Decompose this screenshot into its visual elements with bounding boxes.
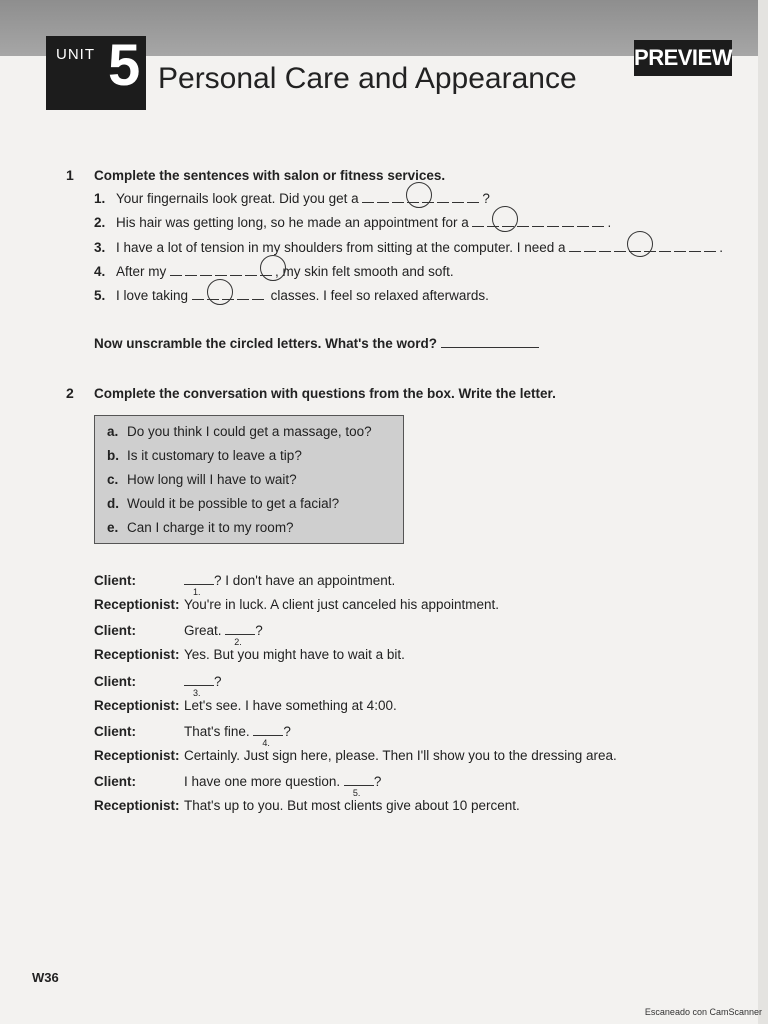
circled-letter-marker [406,182,432,208]
unit-number: 5 [108,33,141,98]
exercise-1-item: 4. After my , my skin felt smooth and soft. [94,264,454,279]
unscramble-prompt: Now unscramble the circled letters. What's the word? [94,336,539,351]
circled-letter-marker [627,231,653,257]
question-option: a. Do you think I could get a massage, too? [107,424,372,439]
page-title: Personal Care and Appearance [158,62,577,95]
answer-blanks[interactable] [472,215,607,230]
scanner-watermark: Escaneado con CamScanner [644,1007,762,1017]
exercise-1-item: 1. Your fingernails look great. Did you get a ? [94,191,490,206]
dialogue-line: Receptionist: Yes. But you might have to wait a bit. [94,647,405,662]
preview-badge: PREVIEW [634,40,732,76]
page-edge [758,0,768,1024]
dialogue-line: Receptionist: You're in luck. A client just canceled his appointment. [94,597,500,612]
question-box [94,415,404,544]
exercise-1-item: 2. His hair was getting long, so he made an appointment for a . [94,215,611,230]
exercise-1-number: 1 [66,167,74,183]
dialogue-line: Client: 1. ? I don't have an appointment. [94,573,396,597]
answer-blanks[interactable] [170,264,275,279]
dialogue-line: Receptionist: Certainly. Just sign here, please. Then I'll show you to the dressing area. [94,748,617,763]
answer-gap[interactable]: 3. [184,673,214,686]
exercise-1-instruction: Complete the sentences with salon or fitness services. [94,168,446,183]
answer-blanks[interactable] [362,191,482,206]
exercise-2-instruction: Complete the conversation with questions from the box. Write the letter. [94,386,556,401]
dialogue-line: Client: That's fine. 4. ? [94,724,291,748]
circled-letter-marker [260,255,286,281]
exercise-1-item: 3. I have a lot of tension in my shoulders from sitting at the computer. I need a . [94,240,723,255]
question-option: b. Is it customary to leave a tip? [107,448,302,463]
answer-gap[interactable]: 4. [253,723,283,736]
unit-label: UNIT [56,46,95,63]
page-number: W36 [32,970,59,985]
answer-blanks[interactable] [192,288,267,303]
unit-badge [46,33,146,110]
circled-letter-marker [492,206,518,232]
exercise-2-number: 2 [66,385,74,401]
circled-letter-marker [207,279,233,305]
answer-gap[interactable]: 2. [225,622,255,635]
question-option: d. Would it be possible to get a facial? [107,496,340,511]
answer-blanks[interactable] [569,240,719,255]
unscramble-answer-line[interactable] [441,347,539,348]
dialogue-line: Client: Great. 2. ? [94,623,263,647]
dialogue-line: Receptionist: That's up to you. But most clients give about 10 percent. [94,798,520,813]
question-option: e. Can I charge it to my room? [107,520,294,535]
dialogue-line: Receptionist: Let's see. I have something at 4:00. [94,698,397,713]
answer-gap[interactable]: 1. [184,572,214,585]
dialogue-line: Client: 3. ? [94,674,222,698]
exercise-1-item: 5. I love taking classes. I feel so relaxed afterwards. [94,288,489,303]
answer-gap[interactable]: 5. [344,773,374,786]
question-option: c. How long will I have to wait? [107,472,297,487]
dialogue-line: Client: I have one more question. 5. ? [94,774,382,798]
